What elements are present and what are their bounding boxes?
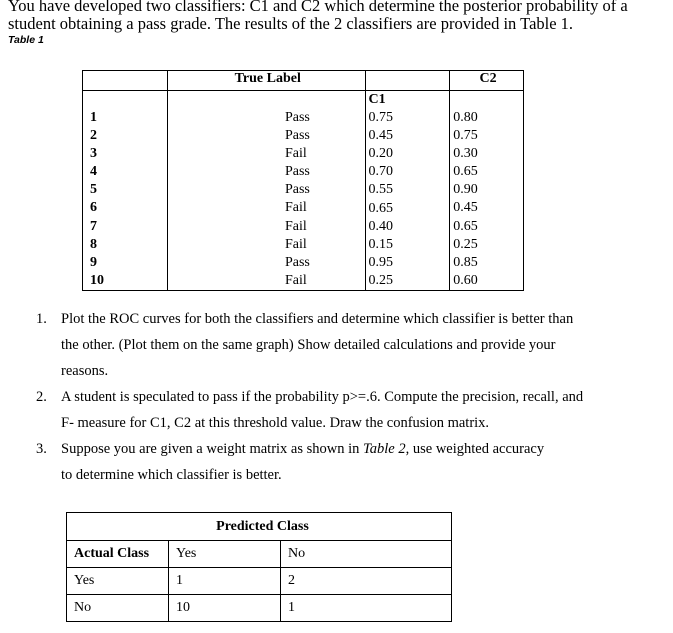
table-row: No 10 1 (67, 595, 452, 622)
c2-probability-cell: 0.60 (453, 272, 478, 288)
intro-paragraph: You have developed two classifiers: C1 and C2 which determine the posterior probability of a student obtaining a pass grade. The results of the 2 classifiers are provided in Table 1. (8, 0, 628, 33)
row-number: 10 (90, 272, 104, 288)
true-label-cell: Fail (284, 236, 307, 252)
c2-probability-cell: 0.75 (453, 128, 478, 144)
true-label-cell: Fail (284, 200, 307, 216)
true-label-cell: Fail (284, 272, 307, 288)
true-label-cell: Pass (284, 110, 310, 125)
c1-probability-cell: 0.70 (368, 164, 393, 180)
true-label-cell: Fail (284, 218, 307, 234)
c1-probability-cell: 0.25 (368, 272, 393, 288)
question-3: 3. Suppose you are given a weight matrix as shown in Table 2, use weighted accuracy to determine which classifier is better. (36, 441, 545, 483)
c2-column (450, 91, 524, 291)
question-list (36, 306, 636, 488)
c2-probability-cell: 0.30 (453, 146, 478, 162)
row-number: 7 (90, 218, 97, 234)
true-label-cell: Pass (284, 254, 310, 270)
true-label-cell: Fail (284, 146, 307, 162)
num-header (83, 71, 168, 91)
table1 (82, 70, 524, 291)
table-row: Yes 1 2 (67, 568, 452, 595)
row-number: 6 (90, 200, 97, 216)
true-label-cell: Pass (284, 128, 310, 144)
num-column (83, 91, 168, 291)
col-yes-header: Yes (169, 541, 281, 568)
true-label-header: True Label (167, 71, 365, 91)
col-no-header: No (281, 541, 452, 568)
c2-probability-cell: 0.65 (453, 164, 478, 180)
true-label-cell: Pass (284, 182, 310, 198)
c1-probability-cell: 0.20 (368, 146, 393, 162)
c1-probability-cell: 0.65 (368, 200, 393, 216)
c2-probability-cell: 0.25 (453, 236, 478, 252)
true-label-column (167, 91, 365, 291)
c2-probability-cell: 0.80 (453, 110, 478, 125)
row-number: 9 (90, 254, 97, 270)
c2-probability-cell: 0.90 (453, 182, 478, 198)
c2-probability-cell: 0.65 (453, 218, 478, 234)
c1-probability-cell: 0.75 (368, 110, 393, 126)
row-number: 8 (90, 236, 97, 252)
c2-probability-cell: 0.85 (453, 254, 478, 270)
actual-class-label: Actual Class (67, 541, 169, 568)
question-1: 1. Plot the ROC curves for both the classifiers and determine which classifier is better than the other. (Plot them on the same graph) Show detailed calculations and provide your reasons. (36, 311, 574, 379)
c1-header-top (365, 71, 450, 91)
table1-caption: Table 1 (8, 34, 44, 46)
c1-probability-cell: 0.95 (368, 254, 393, 270)
row-number: 4 (90, 164, 97, 180)
c2-probability-cell: 0.45 (453, 200, 478, 216)
c2-header: C2 (450, 71, 524, 91)
c1-probability-cell: 0.55 (368, 182, 393, 198)
predicted-class-header: Predicted Class (67, 513, 452, 541)
c1-probability-cell: 0.40 (368, 218, 393, 234)
row-number: 1 (90, 110, 97, 125)
c1-header: C1 (368, 92, 386, 107)
c1-column (365, 91, 450, 291)
row-number: 3 (90, 146, 97, 162)
table2 (66, 512, 452, 622)
row-number: 5 (90, 182, 97, 198)
c1-probability-cell: 0.45 (368, 128, 393, 144)
true-label-cell: Pass (284, 164, 310, 180)
c1-probability-cell: 0.15 (368, 236, 393, 252)
question-2: 2. A student is speculated to pass if the probability p>=.6. Compute the precision, recall, and F- measure for C1, C2 at this threshold value. Draw the confusion matrix. (36, 389, 584, 431)
row-number: 2 (90, 128, 97, 144)
